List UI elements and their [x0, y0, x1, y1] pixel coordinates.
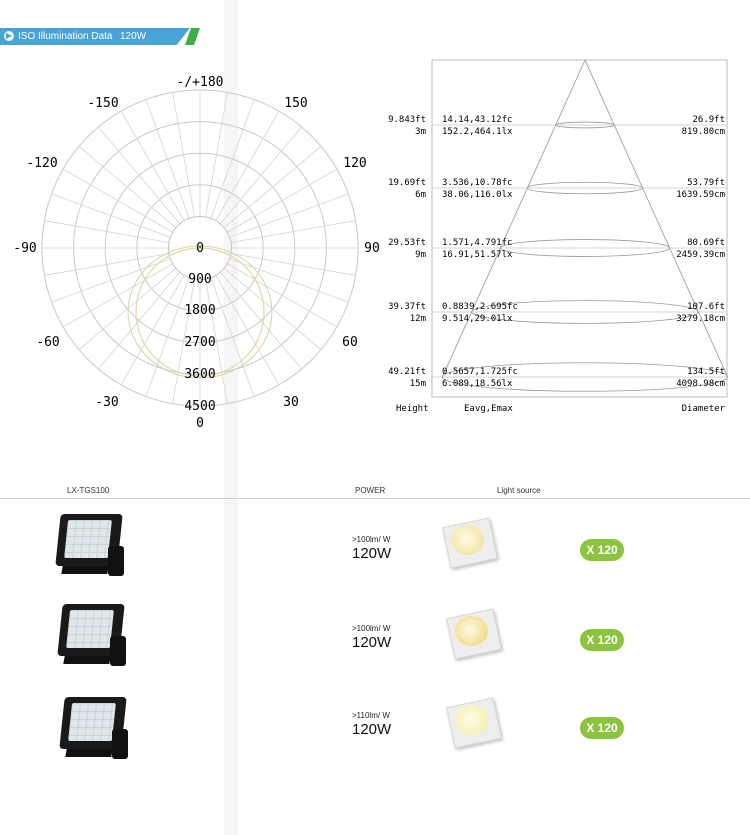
height-ft: 19.69ft [388, 178, 426, 188]
illuminance-fc: 14.14,43.12fc [442, 115, 513, 125]
beam-edge-left [442, 60, 585, 377]
radial-label-900: 900 [188, 272, 212, 287]
height-ft: 9.843ft [388, 115, 426, 125]
diameter-ft: 26.9ft [692, 115, 725, 125]
diameter-cm: 4098.98cm [676, 379, 725, 389]
col-power-header: POWER [355, 486, 386, 495]
height-m: 15m [409, 379, 426, 389]
illuminance-fc: 3.536,10.78fc [442, 178, 513, 188]
banner-title: ISO Illumination Data [18, 31, 113, 42]
floodlight-image [52, 600, 132, 680]
angle-label-m30: -30 [95, 395, 119, 410]
polar-spoke [219, 127, 301, 225]
angle-label-150: 150 [284, 96, 308, 111]
radial-label-2700: 2700 [184, 335, 216, 350]
banner-power: 120W [120, 31, 147, 42]
floodlight-image [50, 510, 130, 590]
angle-label-m90: -90 [13, 241, 37, 256]
illuminance-fc: 0.5657,1.725fc [442, 367, 518, 377]
illuminance-lx: 6.089,18.56lx [442, 379, 513, 389]
led-count-badge: X 120 [580, 717, 624, 739]
led-chip-image [446, 611, 502, 655]
col-eavg: Eavg,Emax [464, 404, 513, 414]
efficacy-text: >100lm/ W [352, 624, 391, 633]
polar-diagram [0, 60, 395, 440]
radial-label-1800: 1800 [184, 303, 216, 318]
radial-label-3600: 3600 [184, 367, 216, 382]
polar-spoke [52, 194, 172, 238]
diameter-cm: 3279.18cm [676, 314, 725, 324]
wattage-text: 120W [352, 721, 392, 738]
height-ft: 49.21ft [388, 367, 426, 377]
efficacy-text: >100lm/ W [352, 535, 391, 544]
cone-beam [442, 60, 727, 377]
polar-spoke [230, 253, 356, 275]
angle-label-bottom: 0 [196, 416, 204, 431]
col-light-header: Light source [497, 486, 541, 495]
cone-rows [388, 115, 728, 391]
angle-label-90: 90 [364, 241, 380, 256]
angle-label-m120: -120 [26, 156, 58, 171]
diameter-ft: 134.5ft [687, 367, 725, 377]
height-ft: 29.53ft [388, 238, 426, 248]
diameter-ft: 107.6ft [687, 302, 725, 312]
power-cell [352, 624, 391, 651]
led-count-badge: X 120 [580, 629, 624, 651]
col-model-header: LX-TGS100 [67, 486, 110, 495]
polar-spoke [230, 221, 356, 243]
polar-spoke [228, 194, 348, 238]
polar-spoke [210, 100, 254, 220]
height-m: 9m [415, 250, 426, 260]
height-m: 6m [415, 190, 426, 200]
col-diameter: Diameter [681, 404, 725, 414]
power-cell [352, 711, 391, 738]
cone-frame [432, 60, 727, 397]
polar-spoke [98, 127, 180, 225]
section-banner [0, 28, 200, 45]
beam-edge-right [585, 60, 728, 377]
radial-label-4500: 4500 [184, 399, 216, 414]
diameter-cm: 2459.39cm [676, 250, 725, 260]
polar-spoke [223, 146, 321, 228]
height-m: 3m [415, 127, 426, 137]
illuminance-lx: 152.2,464.1lx [442, 127, 513, 137]
diameter-ft: 53.79ft [687, 178, 725, 188]
polar-spoke [52, 258, 172, 302]
polar-spoke [44, 253, 170, 275]
wattage-text: 120W [352, 634, 392, 651]
cone-diagram [380, 55, 740, 425]
col-height: Height [396, 404, 429, 414]
height-ft: 39.37ft [388, 302, 426, 312]
polar-spoke [146, 100, 190, 220]
angle-label-30: 30 [283, 395, 299, 410]
illuminance-lx: 16.91,51.57lx [442, 250, 513, 260]
efficacy-text: >110lm/ W [352, 711, 390, 720]
power-cell [352, 535, 391, 562]
arrow-right-icon: ▶ [5, 31, 13, 40]
polar-spoke [79, 146, 177, 228]
center-label: 0 [196, 241, 204, 256]
height-m: 12m [409, 314, 426, 324]
led-chip-image [442, 520, 498, 564]
floodlight-image [54, 693, 134, 773]
angle-label-m60: -60 [36, 335, 60, 350]
diameter-cm: 1639.59cm [676, 190, 725, 200]
polar-spoke [146, 276, 190, 396]
diameter-cm: 819.80cm [681, 127, 725, 137]
wattage-text: 120W [352, 545, 392, 562]
polar-spoke [44, 221, 170, 243]
polar-spoke [173, 92, 195, 218]
illuminance-fc: 1.571,4.791fc [442, 238, 513, 248]
diameter-ft: 80.69ft [687, 238, 725, 248]
polar-spoke [228, 258, 348, 302]
illuminance-lx: 38.06,116.0lx [442, 190, 513, 200]
angle-label-120: 120 [343, 156, 367, 171]
led-count-badge: X 120 [580, 539, 624, 561]
polar-spoke [219, 271, 301, 369]
polar-spoke [98, 271, 180, 369]
led-chip-image [446, 700, 502, 744]
table-separator [0, 498, 750, 499]
illuminance-lx: 9.514,29.01lx [442, 314, 513, 324]
polar-spoke [205, 92, 227, 218]
angle-label-top: -/+180 [176, 75, 224, 90]
angle-label-m150: -150 [87, 96, 119, 111]
illuminance-fc: 0.8839,2.695fc [442, 302, 518, 312]
polar-spoke [210, 276, 254, 396]
angle-label-60: 60 [342, 335, 358, 350]
